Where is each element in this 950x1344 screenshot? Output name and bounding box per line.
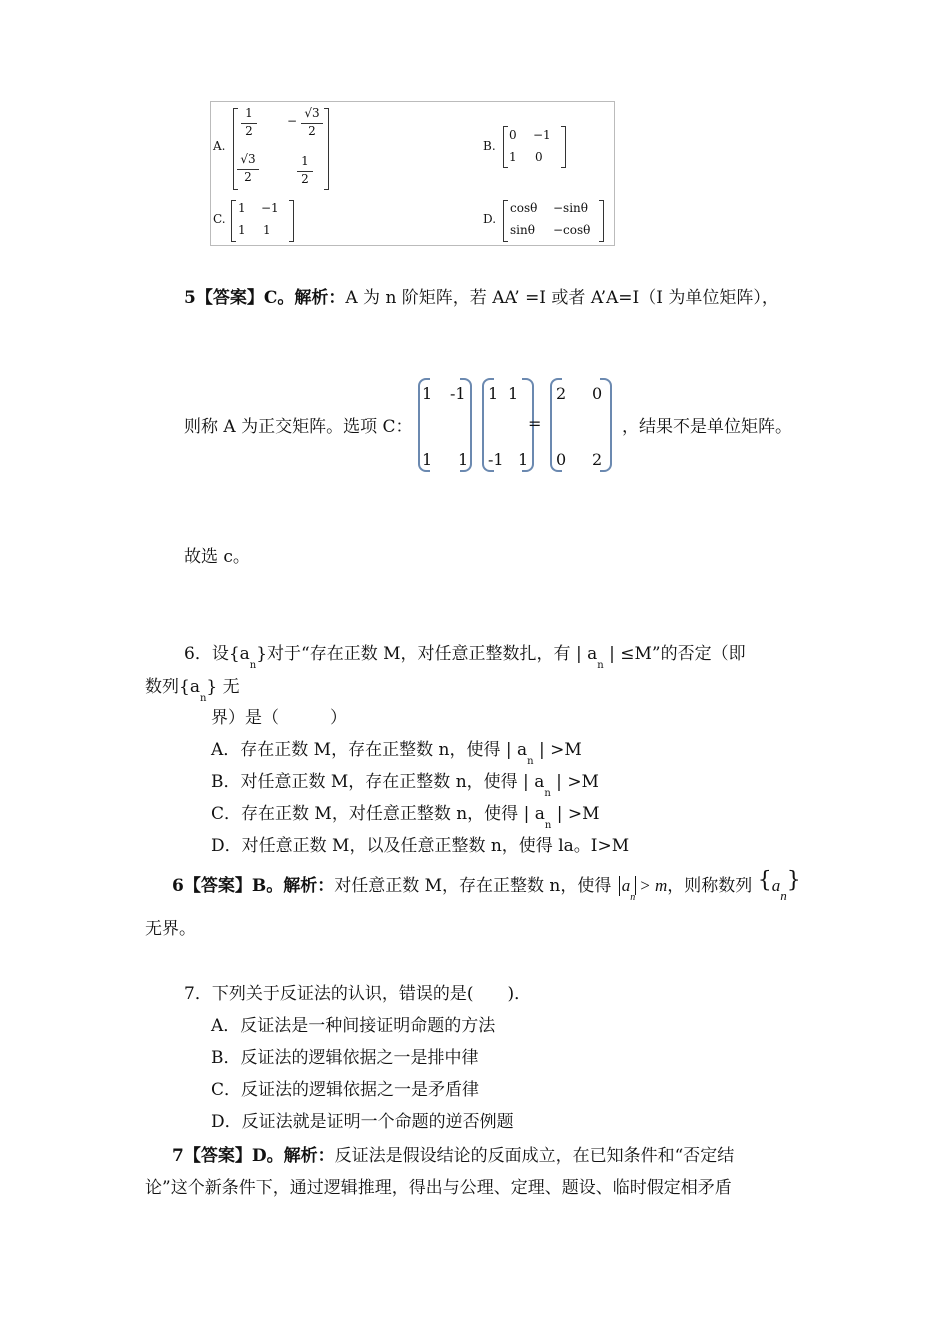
m3-21: 0	[556, 450, 567, 469]
m1-11: 1	[422, 384, 433, 403]
bracket-right	[561, 126, 566, 168]
q7-stem: 7．下列关于反证法的认识，错误的是( )．	[184, 984, 532, 1004]
option-a-label: A.	[213, 139, 226, 153]
a21-den: 2	[244, 170, 252, 184]
subscript-n: n	[527, 756, 534, 767]
d21: sinθ	[510, 223, 535, 237]
a12-den: 2	[308, 124, 316, 138]
q6-option-c	[211, 803, 600, 831]
subscript-n: n	[544, 788, 551, 799]
m1-22: 1	[458, 450, 469, 469]
a12-num: √3	[304, 106, 320, 120]
q6-stem-line1	[184, 643, 746, 671]
option-d-label: D.	[483, 212, 497, 226]
d22: −cosθ	[553, 223, 591, 237]
c11: 1	[238, 201, 246, 215]
q6-option-a	[211, 739, 582, 767]
subscript-n: n	[544, 820, 552, 831]
a22-den: 2	[301, 172, 309, 186]
bracket-right	[599, 200, 604, 242]
c12: −1	[261, 201, 279, 215]
q6-option-d: D．对任意正数 M，以及任意正整数 n，使得 la。I>M	[211, 836, 630, 856]
stem-text: | ≤M”的否定（即	[603, 644, 746, 664]
bracket-left	[231, 200, 236, 242]
bracket-right	[324, 108, 329, 190]
m3-11: 2	[556, 384, 567, 403]
answer-label: 6【答案】B。解析：	[172, 876, 335, 896]
answer-text: A 为 n 阶矩阵，若 AA’ =I 或者 A’A=I（I 为单位矩阵），	[345, 288, 779, 308]
options-figure	[210, 101, 615, 246]
a22-num: 1	[301, 154, 309, 168]
d12: −sinθ	[553, 201, 589, 215]
option-text: A．存在正数 M，存在正整数 n，使得 | a	[211, 740, 528, 760]
m3-12: 0	[592, 384, 603, 403]
m1-12: -1	[450, 384, 466, 403]
answer-text: 反证法是假设结论的反面成立，在已知条件和“否定结	[334, 1146, 735, 1166]
brace-right: }	[786, 868, 801, 893]
d11: cosθ	[510, 201, 538, 215]
abs-bar	[619, 876, 636, 903]
a12-sign: −	[287, 114, 298, 128]
q5-answer-line2-post: ，结果不是单位矩阵。	[622, 417, 792, 437]
subscript-n: n	[199, 693, 207, 704]
b12: −1	[533, 128, 551, 142]
b11: 0	[509, 128, 517, 142]
q6-stem-line3: 界）是（ ）	[211, 708, 347, 728]
answer-label: 7【答案】D。解析：	[172, 1146, 335, 1166]
a11-num: 1	[245, 106, 253, 120]
m1-21: 1	[422, 450, 433, 469]
equals-sign: =	[528, 414, 542, 433]
option-text: | >M	[551, 804, 600, 824]
answer-label: 5【答案】C。解析：	[184, 288, 346, 308]
seq-a: a	[771, 876, 781, 895]
m2-11: 1	[488, 384, 499, 403]
stem-text: } 无	[206, 677, 240, 697]
option-text: | >M	[550, 772, 599, 792]
stem-text: 数列{a	[145, 677, 200, 697]
m2-12: 1	[508, 384, 519, 403]
q7-answer-line1	[172, 1145, 734, 1167]
brace-left: {	[757, 868, 772, 893]
bracket-left	[503, 126, 508, 168]
option-c-label: C.	[213, 212, 226, 226]
m2-21: -1	[488, 450, 504, 469]
answer-text: ，则称数列	[667, 876, 753, 896]
m2-22: 1	[518, 450, 529, 469]
option-text: B．对任意正数 M，存在正整数 n，使得 | a	[211, 772, 545, 792]
option-b-label: B.	[483, 139, 496, 153]
option-text: | >M	[533, 740, 582, 760]
b22: 0	[535, 150, 543, 164]
q6-answer-line2: 无界。	[145, 919, 196, 939]
subscript-n: n	[249, 660, 257, 671]
stem-text: }对于“存在正数 M，对任意正整数扎，有 | a	[256, 644, 598, 664]
subscript-n: n	[630, 892, 636, 903]
q7-option-c: C．反证法的逻辑依据之一是矛盾律	[211, 1080, 480, 1100]
q6-option-b	[211, 771, 599, 799]
a21-num: √3	[240, 152, 256, 166]
q6-stem-line2	[145, 676, 240, 704]
answer-text: 对任意正数 M，存在正整数 n，使得	[334, 876, 612, 896]
c21: 1	[238, 223, 246, 237]
q7-answer-line2: 论”这个新条件下，通过逻辑推理，得出与公理、定理、题设、临时假定相矛盾	[145, 1178, 732, 1198]
bracket-right	[289, 200, 294, 242]
stem-text: 6．设{a	[184, 644, 250, 664]
bracket-left	[503, 200, 508, 242]
c22: 1	[263, 223, 271, 237]
q5-conclusion: 故选 c。	[184, 547, 250, 567]
formula-gt-m: > m	[635, 876, 667, 895]
subscript-n: n	[780, 888, 787, 903]
formula-a: a	[621, 876, 631, 895]
q7-option-a: A．反证法是一种间接证明命题的方法	[211, 1016, 496, 1036]
b21: 1	[509, 150, 517, 164]
option-text: C．存在正数 M，对任意正整数 n，使得 | a	[211, 804, 545, 824]
q6-answer-line1	[172, 868, 801, 903]
subscript-n: n	[597, 660, 604, 671]
q5-answer-line1	[184, 287, 779, 309]
q7-option-b: B．反证法的逻辑依据之一是排中律	[211, 1048, 479, 1068]
q5-answer-line2-pre: 则称 A 为正交矩阵。选项 C：	[184, 417, 413, 437]
a11-den: 2	[245, 124, 253, 138]
m3-22: 2	[592, 450, 603, 469]
q7-option-d: D．反证法就是证明一个命题的逆否例题	[211, 1112, 514, 1132]
